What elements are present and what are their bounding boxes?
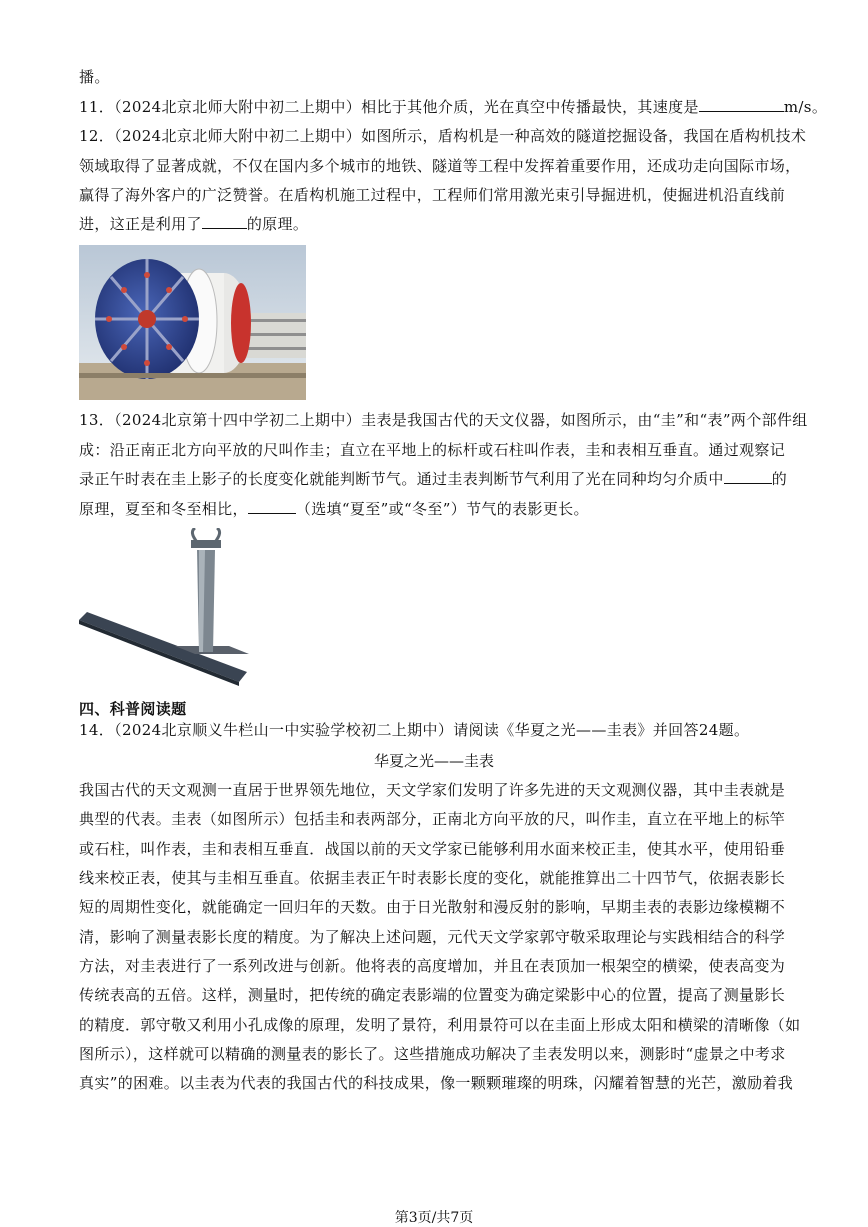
paragraph-line: 真实”的困难。以圭表为代表的我国古代的科技成果，像一颗颗璀璨的明珠，闪耀着智慧的光芒，激励着我 — [79, 1074, 794, 1092]
text-line: 播。 — [79, 68, 110, 86]
question-13-text: 录正午时表在圭上影子的长度变化就能判断节气。通过圭表判断节气利用了光在同种均匀介质中 — [79, 470, 724, 488]
question-12-line-3: 赢得了海外客户的广泛赞誉。在盾构机施工过程中，工程师们常用激光束引导掘进机，使掘进机沿直线前 — [79, 186, 786, 204]
question-13-line-1: 13．（2024北京第十四中学初二上期中）圭表是我国古代的天文仪器，如图所示，由“圭”和“表”两个部件组 — [79, 411, 808, 429]
paragraph-line: 典型的代表。圭表（如图所示）包括圭和表两部分，正南北方向平放的尺，叫作圭，直立在平地上的标竿 — [79, 810, 786, 828]
section-heading: 四、科普阅读题 — [79, 700, 187, 718]
question-12-line-1: 12．（2024北京北师大附中初二上期中）如图所示，盾构机是一种高效的隧道挖掘设备，我国在盾构机技术 — [79, 127, 807, 145]
question-13-text-end: （选填“夏至”或“冬至”）节气的表影更长。 — [295, 500, 589, 518]
paragraph-line: 或石柱，叫作表，圭和表相互垂直．战国以前的天文学家已能够利用水面来校正圭，使其水平，使用铅垂 — [79, 840, 786, 858]
question-13-line-2: 成：沿正南正北方向平放的尺叫作圭；直立在平地上的标杆或石柱叫作表，圭和表相互垂直。通过观察记 — [79, 441, 786, 459]
tunnel-boring-machine-image — [79, 245, 306, 400]
question-12-line-4 — [79, 214, 308, 234]
paragraph-line: 线来校正表，使其与圭相互垂直。依据圭表正午时表影长度的变化，就能推算出二十四节气，依据表影长 — [79, 869, 786, 887]
question-13-text: 原理，夏至和冬至相比， — [79, 500, 248, 518]
paragraph-line: 方法，对圭表进行了一系列改进与创新。他将表的高度增加，并且在表顶加一根架空的横梁，使表高变为 — [79, 957, 786, 975]
answer-blank — [202, 214, 247, 229]
paragraph-line: 短的周期性变化，就能确定一回归年的天数。由于日光散射和漫反射的影响，早期圭表的表影边缘模糊不 — [79, 898, 786, 916]
question-12-text: 进，这正是利用了 — [79, 215, 202, 233]
paragraph-line: 图所示），这样就可以精确的测量表的影长了。这些措施成功解决了圭表发明以来，测影时“虚景之中考求 — [79, 1045, 786, 1063]
question-11-unit: m/s。 — [783, 98, 828, 116]
page-number: 第3页/共7页 — [394, 1210, 474, 1226]
question-14: 14．（2024北京顺义牛栏山一中实验学校初二上期中）请阅读《华夏之光——圭表》并回答24题。 — [79, 721, 750, 739]
answer-blank — [248, 499, 296, 514]
question-12-text-end: 的原理。 — [246, 215, 309, 233]
question-12-line-2: 领域取得了显著成就，不仅在国内多个城市的地铁、隧道等工程中发挥着重要作用，还成功走向国际市场， — [79, 157, 801, 175]
paragraph-line: 传统表高的五倍。这样，测量时，把传统的确定表影端的位置变为确定梁影中心的位置，提高了测量影长 — [79, 986, 786, 1004]
question-13-line-3 — [79, 469, 787, 489]
article-title: 华夏之光——圭表 — [373, 752, 494, 770]
gnomon-image — [79, 528, 261, 690]
paragraph-line: 我国古代的天文观测一直居于世界领先地位，天文学家们发明了许多先进的天文观测仪器，其中圭表就是 — [79, 781, 786, 799]
question-13-line-4 — [79, 499, 589, 519]
answer-blank — [724, 469, 772, 484]
question-13-text-end: 的 — [771, 470, 788, 488]
paragraph-line: 清，影响了测量表影长度的精度。为了解决上述问题，元代天文学家郭守敬采取理论与实践相结合的科学 — [79, 928, 786, 946]
question-11 — [79, 97, 827, 117]
paragraph-line: 的精度．郭守敬又利用小孔成像的原理，发明了景符，利用景符可以在圭面上形成太阳和横梁的清晰像（如 — [79, 1016, 801, 1034]
answer-blank — [699, 97, 784, 112]
question-11-text: 11．（2024北京北师大附中初二上期中）相比于其他介质，光在真空中传播最快，其速度是 — [79, 98, 699, 116]
